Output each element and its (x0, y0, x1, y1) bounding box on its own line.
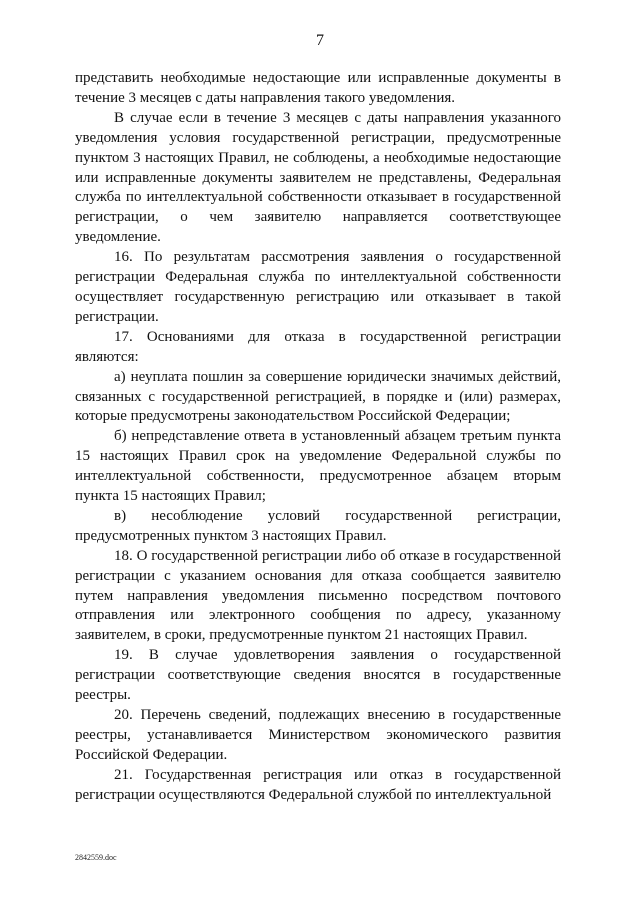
document-body (75, 69, 561, 806)
paragraph-17-b: б) непредставление ответа в установленный абзацем третьим пункта 15 настоящих Правил срок на уведомление Федеральной службы по интеллектуальной собственности, предусмотренное абзацем вторым пункта 15 настоящих Правил; (75, 428, 561, 505)
paragraph-17: 17. Основаниями для отказа в государственной регистрации являются: (75, 328, 561, 365)
paragraph-17-a: а) неуплата пошлин за совершение юридически значимых действий, связанных с государственной регистрацией, в порядке и (или) размерах, которые предусмотрены законодательством Российской Федерации; (75, 368, 561, 425)
paragraph-18: 18. О государственной регистрации либо об отказе в государственной регистрации с указанием основания для отказа сообщается заявителю путем направления уведомления письменно посредством почтового отправления или электронного сообщения по адресу, указанному заявителем, в сроки, предусмотренные пунктом 21 настоящих Правил. (75, 547, 561, 644)
page-number: 7 (316, 32, 324, 49)
paragraph-17-v: в) несоблюдение условий государственной регистрации, предусмотренных пунктом 3 настоящих Правил. (75, 507, 561, 544)
paragraph-deadline-refusal: В случае если в течение 3 месяцев с даты направления указанного уведомления условия государственной регистрации, предусмотренные пунктом 3 настоящих Правил, не соблюдены, а необходимые недостающие или исправленные документы заявителем не представлены, Федеральная служба по интеллектуальной собственности отказывает в государственной регистрации, о чем заявителю направляется соответствующее уведомление. (75, 109, 561, 246)
paragraph-20: 20. Перечень сведений, подлежащих внесению в государственные реестры, устанавливается Министерством экономического развития Российской Федерации. (75, 707, 561, 763)
paragraph-21: 21. Государственная регистрация или отказ в государственной регистрации осуществляются Федеральной службой по интеллектуальной (75, 766, 561, 803)
paragraph-continuation: представить необходимые недостающие или исправленные документы в течение 3 месяцев с даты направления такого уведомления. (75, 70, 561, 106)
paragraph-19: 19. В случае удовлетворения заявления о государственной регистрации соответствующие сведения вносятся в государственные реестры. (75, 647, 561, 704)
paragraph-16: 16. По результатам рассмотрения заявления о государственной регистрации Федеральная служба по интеллектуальной собственности осуществляет государственную регистрацию или отказывает в такой регистрации. (75, 249, 561, 325)
footer-document-code: 2842559.doc (75, 853, 117, 862)
